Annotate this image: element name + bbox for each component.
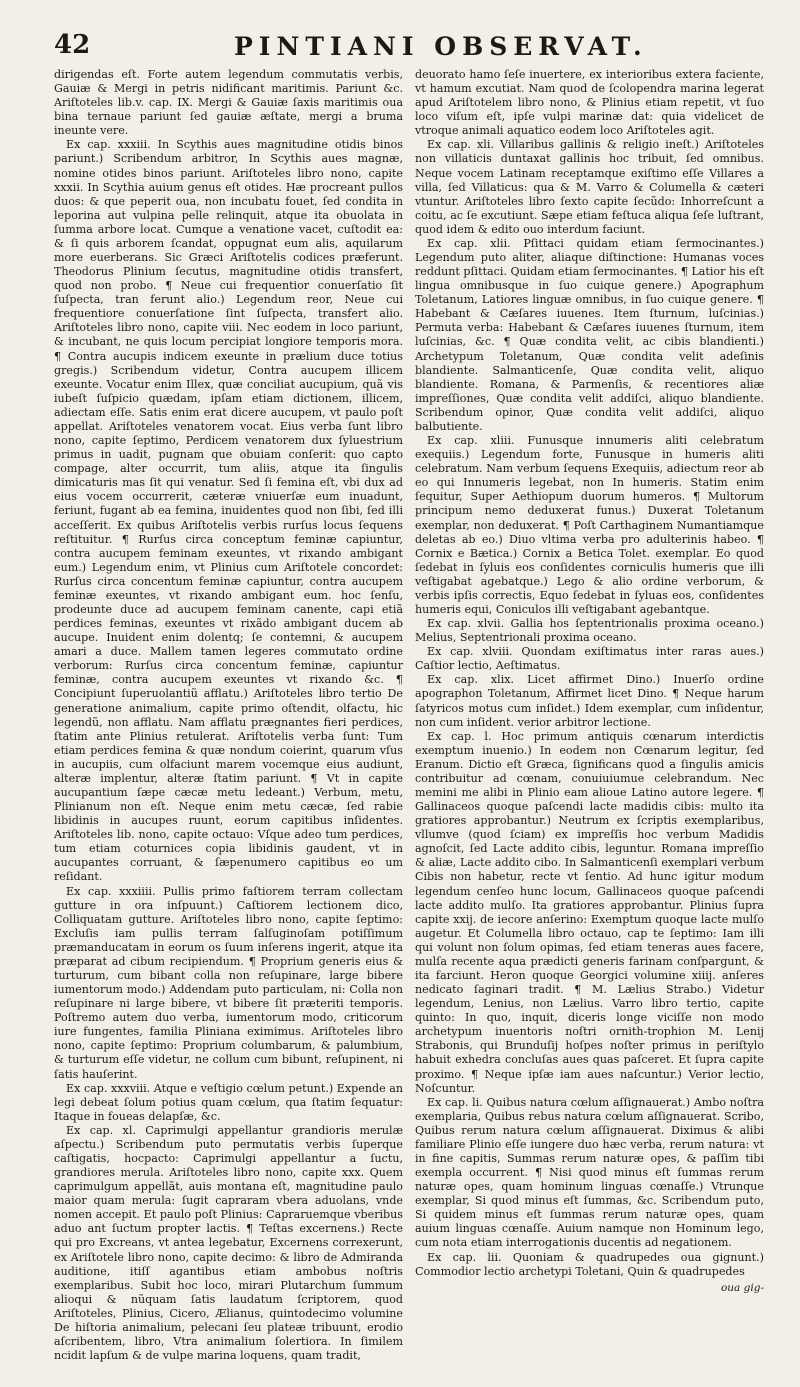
paragraph: Ex cap. lii. Quoniam & quadrupedes oua gignunt.) Commodior lectio archetypi Toletani, Quin & quadrupedes xyxy=(415,1250,764,1278)
paragraph: deuorato hamo ſeſe inuertere, ex interioribus extera faciente, vt hamum excutiat. Nam quod de ſcolopendra marina legerat apud Ariſtotelem libro nono, & Plinius etiam repetit, vt ſuo loco viſum eſt, ipſe vulpi marinæ dat: quia videlicet de vtroque animali aquatico eodem loco Ariſtoteles agit. xyxy=(415,68,764,138)
paragraph: Ex cap. xxxiii. In Scythis aues magnitudine otidis binos pariunt.) Scribendum arbitror, In Scythis aues magnæ, nomine otides binos pariunt. Ariſtoteles libro nono, capite xxxii. In Scythia auium genus eſt otides. Hæ procreant pullos duos: & que peperit oua, non incubatu fouet, ſed condita in leporina aut vulpina pelle relinquit, atque ita obuolata in ſumma arbore locat. Cumque a venatione vacet, cuſtodit ea: & ſi quis arborem ſcandat, oppugnat eum alis, aquilarum more euerberans. Sic Græci Ariſtotelis codices præferunt. Theodorus Plinium ſecutus, magnitudine otidis transfert, quod non probo. ¶ Neue cui frequentior conuerſatio ſit ſuſpecta, tran ferunt alio.) Legendum reor, Neue cui frequentiore conuerſatione ſint ſuſpecta, transfert alio. Ariſtoteles libro nono, capite viii. Nec eodem in loco pariunt, & incubant, ne quis locum percipiat longiore temporis mora. ¶ Contra aucupis indicem exeunte in prælium duce totius gregis.) Scribendum videtur, Contra aucupem illicem exeunte. Vocatur enim Illex, quæ conciliat aucupium, quã vis iubeſt ſuſpicio quædam, ipſam etiam dictionem, illicem, adiectam eſſe. Satis enim erat dicere aucupem, vt paulo poſt appellat. Ariſtoteles venatorem vocat. Eius verba ſunt libro nono, capite ſeptimo, Perdicem venatorem dux ſyluestrium primus in uadit, pugnam que obuiam conſerit: quo capto compage, alter occurrit, tum aliis, atque ita ſingulis dimicaturis mas ſit qui venatur. Sed ſi femina eſt, vbi dux ad eius vocem occurrerit, cæteræ vniuerſæ eum inuadunt, feriunt, fugant ab ea femina, inuidentes quod non ſibi, ſed illi acceſſerit. Ex quibus Ariſtotelis verbis rurſus locus ſequens reſtituitur. ¶ Rurſus circa conceptum feminæ capiuntur, contra aucupem feminam exeuntes, vt rixando ambigant eum.) Legendum enim, vt Plinius cum Ariſtotele concordet: Rurſus circa concentum feminæ capiuntur, contra aucupem feminæ exeuntes, vt rixando ambigant eum. hoc ſenſu, prodeunte duce ad aucupem feminam canente, capi etiã perdices feminas, exeuntes vt rixãdo ambigant ducem ab aucupe. Inuident enim dolentq; ſe contemni, & aucupem amari a duce. Mallem tamen legeres commutato ordine verborum: Rurſus circa concentum feminæ, capiuntur feminæ, contra aucupem exeuntes vt rixando &c. ¶ Concipiunt ſuperuolantiũ afflatu.) Ariſtoteles libro tertio De generatione animalium, capite primo oſtendit, olfactu, hic legendũ, non afflatu. Nam afflatu prægnantes fieri perdices, ſtatim ante Plinius retulerat. Ariſtotelis verba ſunt: Tum etiam perdices femina & quæ nondum coierint, quarum vſus in aucupiis, cum olfaciunt marem vocemque eius audiunt, alteræ implentur, alteræ ſtatim pariunt. ¶ Vt in capite aucupantium ſæpe cæcæ metu ledeant.) Verbum, metu, Plinianum non eſt. Neque enim metu cæcæ, ſed rabie libidinis in aucupes ruunt, eorum capitibus inſidentes. Ariſtoteles lib. nono, capite octauo: Vſque adeo tum perdices, tum etiam coturnices copia libidinis gaudent, vt in aucupantes corruant, & ſæpenumero capitibus eo um reſidant. xyxy=(54,138,403,884)
paragraph: Ex cap. xlix. Licet affirmet Dino.) Inuerſo ordine apographon Toletanum, Affirmet licet Dino. ¶ Neque harum ſatyricos motus cum inſidet.) Idem exemplar, cum inſidentur, non cum inſident. verior arbitror lectione. xyxy=(415,673,764,729)
paragraph: Ex cap. xxxiiii. Pullis primo faſtiorem terram collectam gutture in ora inſpuunt.) Caſtiorem lectionem dico, Colliquatam gutture. Ariſtoteles libro nono, capite ſeptimo: Excluſis iam pullis terram ſalſuginoſam potiſſimum præmanducatam in eorum os ſuum inſerens ingerit, atque ita præparat ad cibum recipiendum. ¶ Proprium generis eius & turturum, cum bibant colla non reſupinare, large bibere iumentorum modo.) Addendam puto particulam, ni: Colla non reſupinare ni large bibere, vt bibere ſit præteriti temporis. Poſtremo autem duo verba, iumentorum modo, criticorum iure fungentes, familia Pliniana eximimus. Ariſtoteles libro nono, capite ſeptimo: Proprium columbarum, & palumbium, & turturum eſſe videtur, ne collum cum bibunt, reſupinent, ni ſatis hauſerint. xyxy=(54,884,403,1081)
catchword: oua gig- xyxy=(720,1281,764,1294)
paragraph: Ex cap. xl. Caprimulgi appellantur grandioris merulæ aſpectu.) Scribendum puto permutatis verbis ſuperque caſtigatis, hocpacto: Caprimulgi appellantur a ſuctu, grandiores merula. Ariſtoteles libro nono, capite xxx. Quem caprimulgum appellãt, auis montana eſt, magnitudine paulo maior quam merula: ſugit capraram vbera aduolans, vnde nomen accepit. Et paulo poſt Plinius: Capraruemque vberibus aduo ant ſuctum propter lactis. ¶ Teſtas excernens.) Recte qui pro Excreans, vt antea legebatur, Excernens correxerunt, ex Ariſtotele libro nono, capite decimo: & libro de Admiranda auditione, itiſſ agantibus etiam ambobus noſtris exemplaribus. Subit hoc loco, mirari Plutarchum ſummum alioqui & nũquam ſatis laudatum ſcriptorem, quod Ariſtoteles, Plinius, Cicero, Ælianus, quintodecimo volumine De hiſtoria animalium, pelecani ſeu plateæ tribuunt, erodio aſcribentem, libro, Vtra animalium ſolertiora. In ſimilem ncidit lapſum & de vulpe marina loquens, quam tradit, xyxy=(54,1123,403,1363)
right-column xyxy=(415,68,764,1363)
page-header xyxy=(54,30,764,66)
paragraph: Ex cap. xlvii. Gallia hos ſeptentrionalis proxima oceano.) Melius, Septentrionali proxima oceano. xyxy=(415,617,764,645)
paragraph: Ex cap. xli. Villaribus gallinis & religio ineſt.) Ariſtoteles non villaticis duntaxat gallinis hoc tribuit, ſed omnibus. Neque vocem Latinam receptamque exiſtimo eſſe Villares a villa, ſed Villaticus: qua & M. Varro & Columella & cæteri vtuntur. Ariſtoteles libro ſexto capite ſecũdo: Inhorreſcunt a coitu, ac ſe excutiunt. Sæpe etiam feſtuca aliqua ſeſe luſtrant, quod idem & edito ouo interdum faciunt. xyxy=(415,138,764,236)
paragraph: Ex cap. xlviii. Quondam exiſtimatus inter raras aues.) Caſtior lectio, Aeſtimatus. xyxy=(415,645,764,673)
paragraph: Ex cap. li. Quibus natura cœlum aſſignauerat.) Ambo noſtra exemplaria, Quibus rebus natura cœlum aſſignauerat. Scribo, Quibus rerum natura cœlum aſſignauerat. Diximus & alibi familiare Plinio eſſe iungere duo hæc verba, rerum natura: vt in fine capitis, Summas rerum naturæ opes, & paſſim tibi exempla occurrent. ¶ Nisi quod minus eſt ſummas rerum naturæ opes, quam hominum linguas cœnaſſe.) Vtrunque exemplar, Si quod minus eſt ſummas, &c. Scribendum puto, Si quidem minus eſt ſummas rerum naturæ opes, quam auium linguas cœnaſſe. Auium namque non Hominum lego, cum nota etiam interrogationis ducentis ad negationem. xyxy=(415,1095,764,1250)
paragraph: Ex cap. xxxviii. Atque e veſtigio cœlum petunt.) Expende an legi debeat ſolum potius quam cœlum, qua ſtatim ſequatur: Itaque in foueas delapſæ, &c. xyxy=(54,1081,403,1123)
paragraph: Ex cap. xlii. Pſittaci quidam etiam ſermocinantes.) Legendum puto aliter, aliaque diſtinctione: Humanas voces reddunt pſittaci. Quidam etiam ſermocinantes. ¶ Latior his eſt lingua omnibusque in ſuo cuique genere.) Apographum Toletanum, Latiores linguæ omnibus, in ſuo cuique genere. ¶ Habebant & Cæſares iuuenes. Item ſturnum, luſcinias.) Permuta verba: Habebant & Cæſares iuuenes ſturnum, item luſcinias, &c. ¶ Quæ condita velit, ac cibis blandienti.) Archetypum Toletanum, Quæ condita velit adeſinis blandiente. Salmanticenſe, Quæ condita velit, aliquo blandiente. Romana, & Parmenſis, & recentiores aliæ impreſſiones, Quæ condita velit addiſci, aliquo blandiente. Scribendum opinor, Quæ condita velit addiſci, aliquo balbutiente. xyxy=(415,236,764,433)
left-column xyxy=(54,68,403,1363)
running-head: PINTIANI OBSERVAT. xyxy=(234,32,648,61)
text-columns xyxy=(54,68,764,1363)
paragraph: Ex cap. xliii. Funusque innumeris aliti celebratum exequiis.) Legendum forte, Funusque in humeris aliti celebratum. Nam verbum ſequens Exequiis, adiectum reor ab eo qui Innumeris legebat, non In humeris. Statim enim ſequitur, Super Aethiopum duorum humeros. ¶ Multorum principum nemo deduxerat funus.) Duxerat Toletanum exemplar, non deduxerat. ¶ Poſt Carthaginem Numantiamque deletas ab eo.) Diuo vltima verba pro adulterinis habeo. ¶ Cornix e Bætica.) Cornix a Betica Tolet. exemplar. Eo quod ſedebat in ſyluis eos conſidentes corniculis humeris que illi veſtigabat agebatque.) Lego & alio ordine verborum, & verbis ipſis correctis, Equo ſedebat in ſyluas eos, conſidentes humeris equi, Coniculos illi veſtigabant agebantque. xyxy=(415,434,764,616)
paragraph: Ex cap. l. Hoc primum antiquis cœnarum interdictis exemptum inuenio.) In eodem non Cœnarum legitur, ſed Eranum. Dictio eſt Græca, ſignificans quod a ſingulis amicis contribuitur ad cœnam, conuiuiumue celebrandum. Nec memini me alibi in Plinio eam alioue Latino autore legere. ¶ Gallinaceos quoque paſcendi lacte madidis cibis: multo ita gratiores approbantur.) Neutrum ex ſcriptis exemplaribus, vllumve (quod ſciam) ex impreſſis hoc verbum Madidis agnoſcit, ſed Lacte addito cibis, leguntur. Romana impreſſio & aliæ, Lacte addito cibo. In Salmanticenſi exemplari verbum Cibis non habetur, recte vt ſentio. Ad hunc igitur modum legendum cenſeo hunc locum, Gallinaceos quoque paſcendi lacte addito mulſo. Ita gratiores approbantur. Plinius ſupra capite xxij. de iecore anſerino: Exemptum quoque lacte mulſo augetur. Et Columella libro octauo, cap te ſeptimo: Iam illi qui volunt non ſolum opimas, ſed etiam teneras aues facere, mulſa recente aqua prædicti generis farinam conſpargunt, & ita farciunt. Heron quoque Georgici volumine xiiij. anſeres nedicato ſaginari tradit. ¶ M. Lælius Strabo.) Videtur legendum, Lenius, non Lælius. Varro libro tertio, capite quinto: In quo, inquit, diceris longe viciſſe non modo archetypum inuentoris noſtri ornith-trophion M. Lenij Strabonis, qui Brunduſij hoſpes noſter primus in periſtylo habuit exhedra concluſas aues quas paſceret. Et ſupra capite proximo. ¶ Neque ipſæ iam aues naſcuntur.) Verior lectio, Noſcuntur. xyxy=(415,729,764,1095)
page-number: 42 xyxy=(54,30,91,60)
paragraph: dirigendas eſt. Forte autem legendum commutatis verbis, Gauiæ & Mergi in petris nidificant maritimis. Pariunt &c. Ariſtoteles lib.v. cap. IX. Mergi & Gauiæ ſaxis maritimis oua bina ternaue pariunt ſed gauiæ æſtate, mergi a bruma ineunte vere. xyxy=(54,68,403,138)
